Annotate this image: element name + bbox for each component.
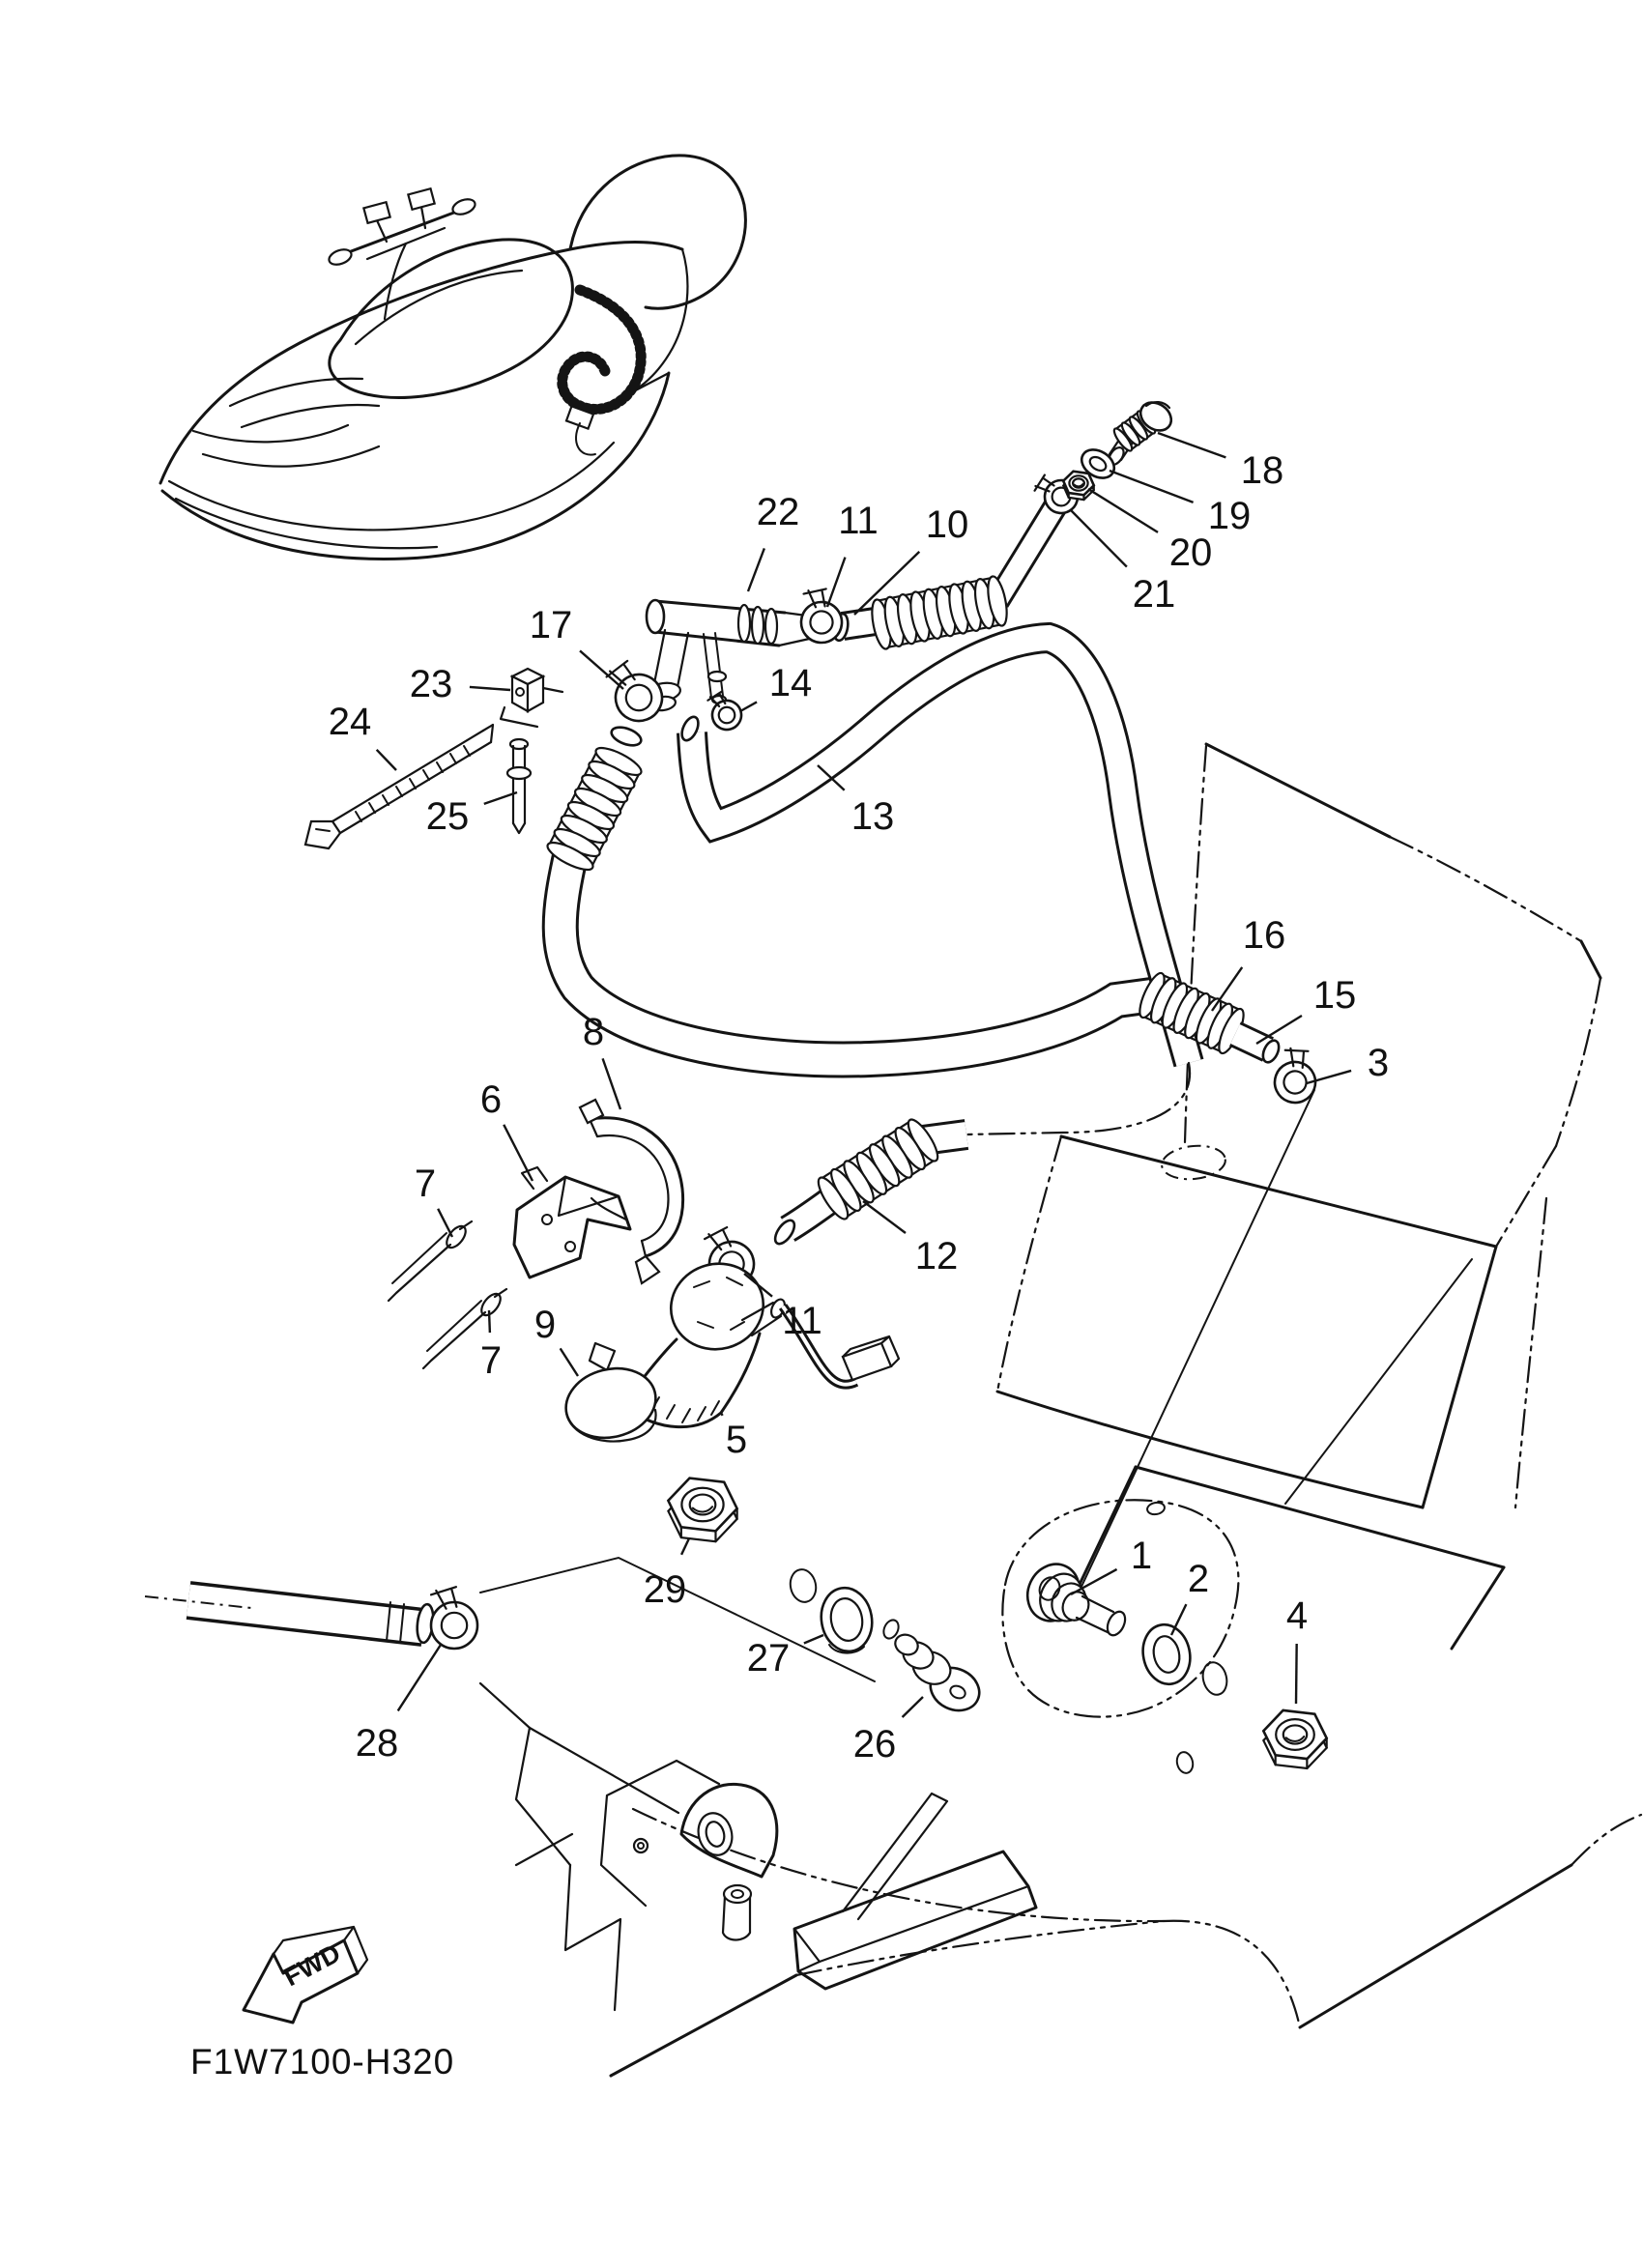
rivet-25 <box>507 739 531 833</box>
clamp-28 <box>431 1587 477 1649</box>
callout-leader <box>1071 510 1127 567</box>
callout-leader <box>561 1348 578 1376</box>
callout-leader <box>1296 1644 1297 1704</box>
hull-tunnel <box>681 1784 777 1877</box>
callout-label: 12 <box>914 1235 959 1278</box>
callout-label: 24 <box>328 701 372 743</box>
nut-4 <box>1263 1710 1326 1768</box>
callout-label: 26 <box>852 1723 897 1766</box>
grommet-27 <box>817 1584 878 1655</box>
washer-2 <box>1138 1621 1196 1689</box>
screw-7-upper <box>389 1221 472 1301</box>
fwd-label: FWD <box>278 1938 346 1993</box>
callout-leader <box>484 792 517 804</box>
callout-label: 22 <box>756 491 800 533</box>
clamp-14 <box>706 688 744 732</box>
callout-label: 7 <box>414 1163 437 1205</box>
callout-leader <box>863 1201 906 1233</box>
callout-leader <box>804 1635 823 1643</box>
callout-label: 17 <box>529 604 573 646</box>
callout-label: 27 <box>746 1637 791 1679</box>
callout-leader <box>740 702 757 711</box>
callout-label: 5 <box>725 1419 748 1461</box>
callout-label: 14 <box>768 662 813 704</box>
callout-leader <box>748 548 764 591</box>
jetski-illustration <box>160 156 745 560</box>
callout-leader <box>1110 471 1194 502</box>
callout-label: 11 <box>838 500 879 542</box>
corrugation-12 <box>814 1116 943 1223</box>
bracket-6 <box>514 1167 630 1278</box>
highlighted-hose <box>562 290 641 409</box>
callout-leader <box>903 1697 923 1717</box>
through-hull-fitting-1 <box>1019 1556 1129 1638</box>
nut-29 <box>668 1479 736 1542</box>
callout-leader <box>721 1413 723 1416</box>
callout-label: 20 <box>1168 531 1213 574</box>
callout-leader <box>470 687 510 690</box>
wire-holder-23 <box>501 669 562 727</box>
callout-label: 9 <box>533 1304 557 1346</box>
callout-label: 16 <box>1242 914 1286 957</box>
strap-8 <box>580 1100 683 1283</box>
callout-label: 15 <box>1312 974 1357 1017</box>
callout-leader <box>377 750 396 770</box>
callout-label: 7 <box>479 1339 503 1382</box>
callout-label: 10 <box>925 503 969 546</box>
callout-label: 4 <box>1285 1594 1309 1637</box>
hose-main-loop <box>561 724 1152 1059</box>
callout-label: 3 <box>1367 1042 1390 1084</box>
callout-leader <box>681 1538 689 1555</box>
callout-label: 21 <box>1132 573 1176 616</box>
callout-label: 13 <box>850 795 895 838</box>
callout-label: 1 <box>1130 1535 1153 1577</box>
diagram-code: F1W7100-H320 <box>190 2042 455 2081</box>
nut-20 <box>1063 472 1094 500</box>
hull-strut <box>843 1794 947 1919</box>
callout-label: 11 <box>782 1300 822 1342</box>
callout-leader <box>489 1310 490 1333</box>
callout-label: 8 <box>582 1011 605 1053</box>
callout-label: 18 <box>1240 449 1284 492</box>
callout-leader <box>603 1058 620 1109</box>
callout-label: 19 <box>1207 495 1252 537</box>
callout-leader <box>1256 1016 1302 1044</box>
hose-tip-15 <box>1235 1034 1282 1065</box>
callout-leader <box>827 558 845 607</box>
corrugation-main-top <box>544 743 645 875</box>
callout-label: 2 <box>1187 1558 1210 1600</box>
callout-label: 6 <box>479 1078 503 1121</box>
callout-label: 28 <box>355 1722 399 1765</box>
callout-leader <box>1088 489 1158 532</box>
fwd-arrow <box>244 1927 367 2023</box>
callout-leader <box>504 1125 533 1181</box>
callout-label: 29 <box>643 1568 687 1611</box>
callout-label: 23 <box>409 663 453 705</box>
callout-leader <box>398 1645 441 1710</box>
callout-leader <box>438 1209 452 1237</box>
callout-leader <box>1158 433 1225 457</box>
clamp-11-upper <box>799 587 845 644</box>
callout-label: 25 <box>425 795 470 838</box>
grommet-26 <box>880 1618 986 1718</box>
hull-plug <box>723 1885 751 1940</box>
